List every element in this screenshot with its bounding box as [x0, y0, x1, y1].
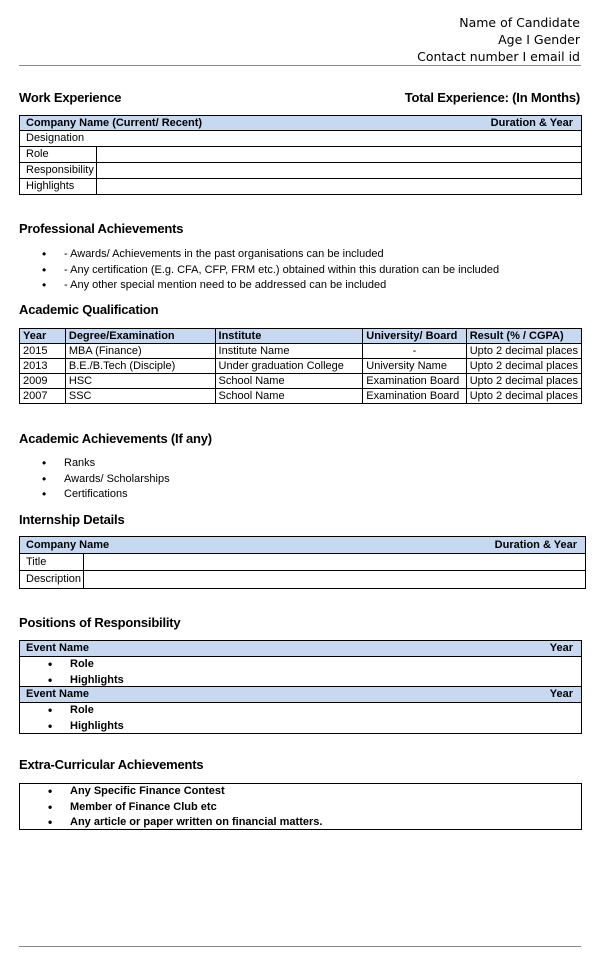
institute-cell: Institute Name — [215, 344, 363, 359]
degree-header: Degree/Examination — [65, 329, 215, 344]
institute-cell: School Name — [215, 374, 363, 389]
year-header: Year — [20, 329, 66, 344]
university-cell: Examination Board — [363, 389, 466, 404]
title-label: Title — [26, 556, 47, 568]
company-name-header: Company Name (Current/ Recent) — [26, 117, 203, 129]
candidate-header — [417, 14, 580, 65]
event-year-label: Year — [549, 688, 573, 700]
candidate-contact: Contact number I email id — [417, 49, 580, 64]
institute-cell: School Name — [215, 389, 363, 404]
academic-achievements-title: Academic Achievements (If any) — [19, 431, 212, 446]
year-cell: 2013 — [20, 359, 66, 374]
table-header-row — [20, 329, 582, 344]
year-cell: 2007 — [20, 389, 66, 404]
duration-header: Duration & Year — [494, 539, 577, 551]
header-divider — [19, 65, 581, 66]
event-name-label: Event Name — [26, 642, 89, 654]
university-cell: - — [363, 344, 466, 359]
professional-achievements-title: Professional Achievements — [19, 221, 184, 236]
extra-curricular-list — [48, 784, 322, 831]
designation-label: Designation — [26, 132, 85, 144]
university-cell: Examination Board — [363, 374, 466, 389]
table-row — [20, 389, 582, 404]
event-header-row — [20, 687, 581, 702]
positions-table — [19, 640, 582, 734]
list-item: • Role — [48, 657, 124, 673]
university-header: University/ Board — [363, 329, 466, 344]
degree-cell: HSC — [65, 374, 215, 389]
company-name-header: Company Name — [26, 539, 110, 551]
internship-row — [20, 554, 585, 570]
internship-table — [19, 536, 586, 589]
extra-curricular-box — [19, 783, 582, 830]
work-row — [20, 147, 581, 162]
footer-divider — [19, 946, 581, 947]
degree-cell: B.E./B.Tech (Disciple) — [65, 359, 215, 374]
duration-header: Duration & Year — [490, 117, 573, 129]
result-cell: Upto 2 decimal places — [466, 374, 581, 389]
positions-list — [48, 703, 124, 734]
table-row — [20, 359, 582, 374]
list-item: • Any Specific Finance Contest — [48, 784, 322, 800]
year-cell: 2015 — [20, 344, 66, 359]
positions-list — [48, 657, 124, 688]
result-cell: Upto 2 decimal places — [466, 389, 581, 404]
degree-cell: SSC — [65, 389, 215, 404]
list-item: • Role — [48, 703, 124, 719]
academic-qualification-table — [19, 328, 582, 404]
internship-row — [20, 571, 585, 587]
list-item: • - Awards/ Achievements in the past organisations can be included — [42, 247, 499, 263]
highlights-label: Highlights — [26, 180, 75, 192]
list-item: • - Any other special mention need to be addressed can be included — [42, 278, 499, 294]
institute-header: Institute — [215, 329, 363, 344]
list-item: • Ranks — [42, 456, 170, 472]
degree-cell: MBA (Finance) — [65, 344, 215, 359]
extra-curricular-title: Extra-Curricular Achievements — [19, 757, 204, 772]
candidate-name: Name of Candidate — [459, 15, 580, 30]
work-header-row — [20, 116, 581, 130]
work-row — [20, 163, 581, 178]
work-experience-title: Work Experience — [19, 90, 122, 105]
work-row — [20, 179, 581, 194]
list-item: • Awards/ Scholarships — [42, 472, 170, 488]
list-item: • Member of Finance Club etc — [48, 800, 322, 816]
internship-details-title: Internship Details — [19, 512, 125, 527]
result-cell: Upto 2 decimal places — [466, 344, 581, 359]
professional-achievements-list — [42, 247, 499, 294]
result-cell: Upto 2 decimal places — [466, 359, 581, 374]
description-label: Description — [26, 573, 82, 585]
table-row — [20, 344, 582, 359]
table-row — [20, 374, 582, 389]
role-label: Role — [26, 148, 49, 160]
institute-cell: Under graduation College — [215, 359, 363, 374]
internship-header-row — [20, 537, 585, 553]
list-item: • - Any certification (E.g. CFA, CFP, FRM etc.) obtained within this duration can be included — [42, 263, 499, 279]
work-row — [20, 131, 581, 146]
responsibility-label: Responsibility — [26, 164, 94, 176]
positions-title: Positions of Responsibility — [19, 615, 181, 630]
result-header: Result (% / CGPA) — [466, 329, 581, 344]
academic-qualification-title: Academic Qualification — [19, 302, 159, 317]
university-cell: University Name — [363, 359, 466, 374]
list-item: • Certifications — [42, 487, 170, 503]
year-cell: 2009 — [20, 374, 66, 389]
academic-achievements-list — [42, 456, 170, 503]
candidate-age-gender: Age I Gender — [498, 32, 580, 47]
list-item: • Highlights — [48, 719, 124, 735]
event-name-label: Event Name — [26, 688, 89, 700]
work-experience-table — [19, 115, 582, 195]
list-item: • Any article or paper written on financial matters. — [48, 815, 322, 831]
event-year-label: Year — [549, 642, 573, 654]
event-header-row — [20, 641, 581, 656]
total-experience-label: Total Experience: (In Months) — [404, 90, 580, 105]
list-item: • Highlights — [48, 673, 124, 689]
